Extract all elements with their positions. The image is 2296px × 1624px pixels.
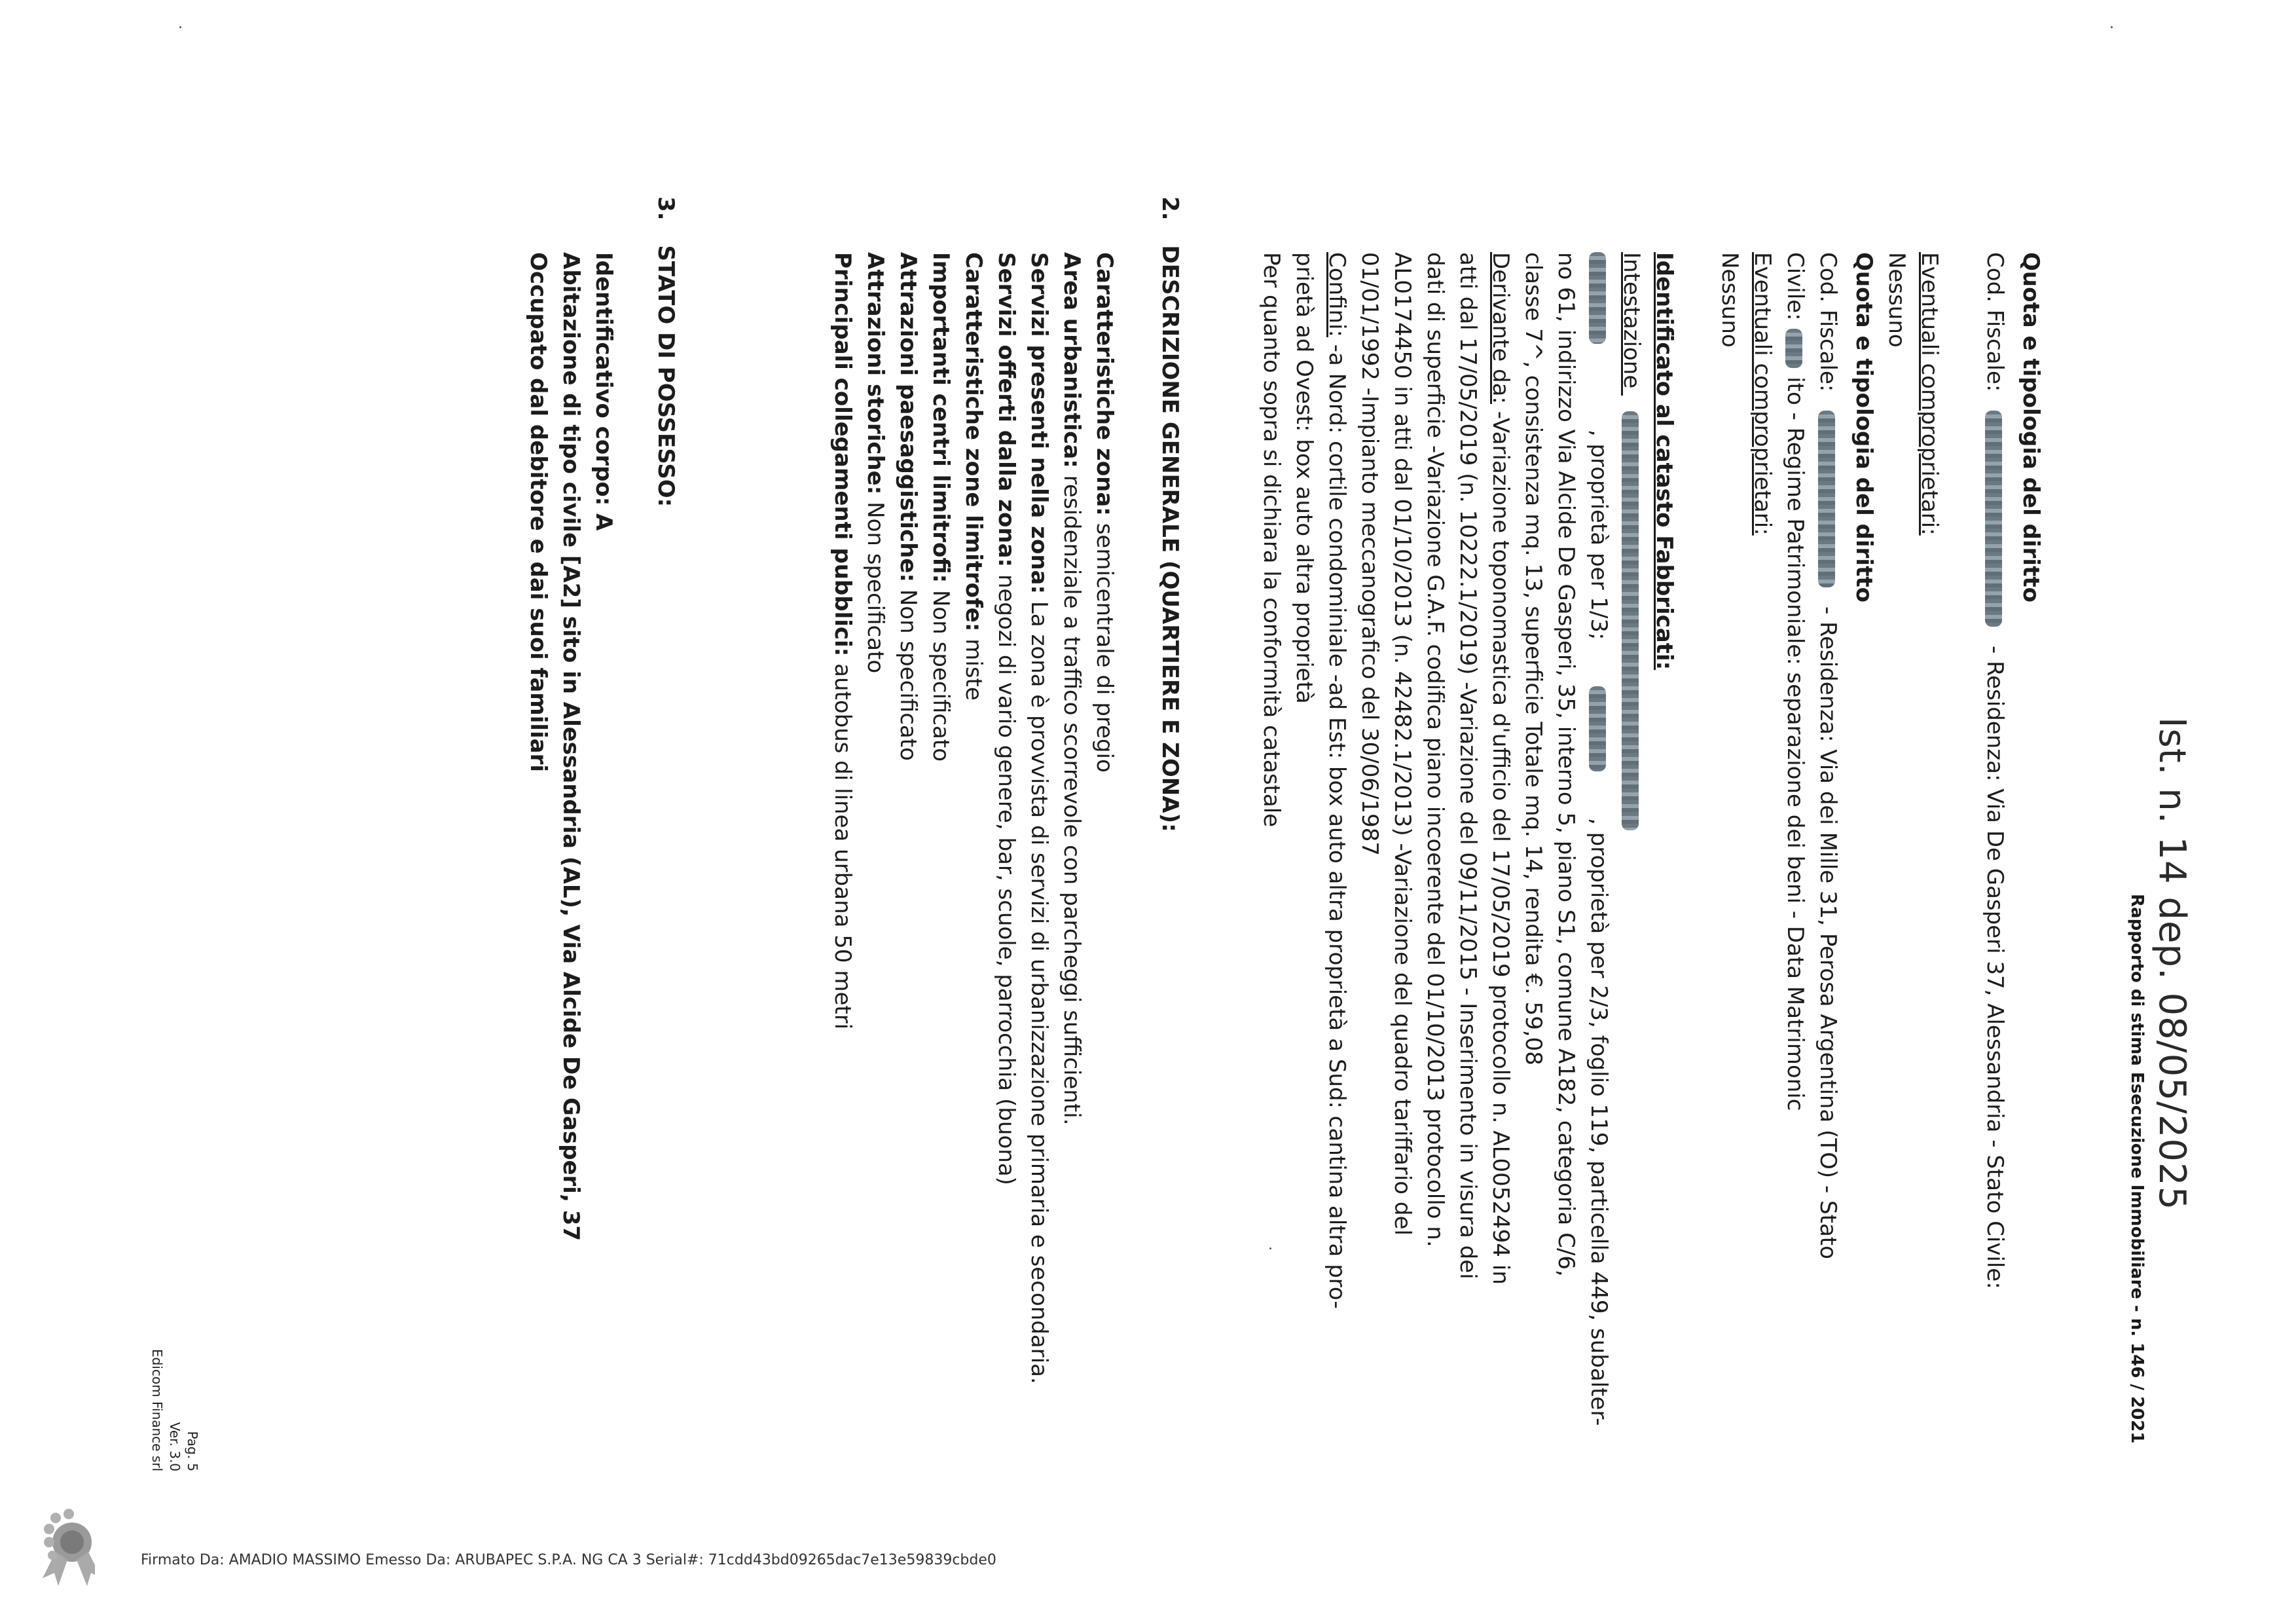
section2-heading: [1157, 196, 1183, 832]
item-value: autobus di linea urbana 50 metri: [829, 656, 856, 1030]
intestazione-label: [1618, 252, 1645, 830]
item-label: Caratteristiche zona:: [1091, 252, 1118, 516]
owner2-civil-line: [1782, 252, 1808, 1111]
item-label: Principali collegamenti pubblici:: [829, 252, 856, 657]
owner1-cf-rest: - Residenza: Via De Gasperi 37, Alessandria - Stato Civile:: [1982, 645, 2008, 1289]
section2-title: DESCRIZIONE GENERALE (QUARTIERE E ZONA):: [1157, 245, 1183, 832]
catasto-line1a: , proprietà per 1/3;: [1586, 429, 1612, 640]
owner1-cf-label: Cod. Fiscale:: [1982, 252, 2008, 392]
confini-label: Confini:: [1324, 252, 1350, 337]
scan-speck: [179, 26, 181, 28]
page-number: Pag. 5: [185, 1431, 200, 1472]
section2-item: [1026, 252, 1052, 1384]
scan-speck: [2111, 26, 2113, 28]
section2-item: [862, 252, 888, 673]
item-label: Caratteristiche zone limitrofe:: [960, 252, 987, 632]
catasto-line11: Per quanto sopra si dichiara la conformità catastale: [1258, 252, 1285, 828]
signature-seal-icon: [36, 1506, 95, 1591]
item-value: miste: [960, 631, 987, 701]
version: Ver. 3.0: [167, 1422, 183, 1472]
section2-item: [993, 252, 1019, 1185]
scan-speck: [1269, 1247, 1271, 1249]
catasto-title: Identificato al catasto Fabbricati:: [1651, 252, 1677, 671]
section2-item: [895, 252, 921, 761]
company-name: Edicom Finance srl: [149, 1349, 165, 1472]
catasto-line3: classe 7^, consistenza mq. 13, superficie Totale mq. 14, rendita €. 59,08: [1520, 252, 1546, 1065]
catasto-line6: dati di superficie -Variazione G.A.F. codifica piano incoerente del 01/10/2013 protocollo n.: [1422, 252, 1448, 1247]
catasto-line2: no 61, indirizzo Via Alcide De Gasperi, 35, interno 5, piano S1, comune A182, categoria C/6,: [1553, 252, 1579, 1277]
catasto-line8: 01/01/1992 -Impianto meccanografico del 30/06/1987: [1357, 252, 1383, 856]
item-value: Non specificato: [895, 582, 921, 761]
owner1-compro-value: Nessuno: [1884, 252, 1910, 348]
section3-line2: Abitazione di tipo civile [A2] sito in Alessandria (AL), Via Alcide De Gasperi, 37: [558, 252, 584, 1242]
item-label: Area urbanistica:: [1059, 252, 1085, 468]
owner2-compro-value: Nessuno: [1717, 252, 1743, 348]
section2-item: [928, 252, 954, 762]
owner2-title: Quota e tipologia del diritto: [1851, 252, 1877, 602]
redaction-mark: [1986, 411, 2003, 627]
owner2-civil-prefix: Civile:: [1782, 252, 1808, 321]
section3-title: STATO DI POSSESSO:: [653, 245, 679, 507]
owner2-cf-line: [1815, 252, 1841, 1259]
owner2-civil-rest: ito - Regime Patrimoniale: separazione dei beni - Data Matrimonic: [1782, 377, 1808, 1111]
digital-signature: Firmato Da: AMADIO MASSIMO Emesso Da: ARUBAPEC S.P.A. NG CA 3 Serial#: 71cdd43bd09265dac7e13e59839cbde0: [141, 1552, 996, 1568]
item-label: Servizi offerti dalla zona:: [993, 252, 1019, 568]
section3-number: 3.: [653, 196, 679, 221]
item-value: residenziale a traffico scorrevole con parcheggi sufficienti.: [1059, 468, 1085, 1126]
owner1-compro-label: Eventuali comproprietari:: [1916, 252, 1942, 536]
section2-number: 2.: [1157, 196, 1183, 221]
catasto-line7: AL0174450 in atti dal 01/10/2013 (n. 42482.1/2013) -Variazione del quadro tariffario del: [1389, 252, 1415, 1236]
section3-line1: Identificativo corpo: A: [591, 252, 617, 531]
redaction-mark: [1786, 329, 1803, 368]
item-label: Attrazioni storiche:: [862, 252, 888, 495]
item-label: Attrazioni paesaggistiche:: [895, 252, 921, 583]
catasto-line5: atti dal 17/05/2019 (n. 10222.1/2019) -Variazione del 09/11/2015 - Inserimento in visura dei: [1455, 252, 1481, 1280]
running-header: Rapporto di stima Esecuzione Immobiliare - n. 146 / 2021: [2127, 894, 2147, 1444]
owner2-cf-label: Cod. Fiscale:: [1815, 252, 1841, 392]
redaction-mark: [1590, 686, 1607, 771]
redaction-mark: [1622, 411, 1639, 830]
derivante-label: Derivante da:: [1487, 252, 1514, 404]
catasto-line1b: , proprietà per 2/3, foglio 119, particella 449, subalter-: [1586, 818, 1612, 1426]
item-value: La zona è provvista di servizi di urbanizzazione primaria e secondaria.: [1026, 594, 1052, 1384]
item-label: Servizi presenti nella zona:: [1026, 252, 1052, 595]
catasto-line9: [1324, 252, 1350, 1309]
section2-item: [829, 252, 856, 1029]
item-value: Non specificato: [928, 583, 954, 762]
section2-item: [1091, 252, 1118, 773]
item-value: negozi di vario genere, bar, scuole, parrocchia (buona): [993, 567, 1019, 1185]
page-footer: [148, 1349, 201, 1471]
item-value: Non specificato: [862, 494, 888, 674]
deposit-stamp: Ist. n. 14 dep. 08/05/2025: [2151, 717, 2193, 1211]
section2-item: [960, 252, 987, 701]
item-value: semicentrale di pregio: [1091, 515, 1118, 773]
item-label: Importanti centri limitrofi:: [928, 252, 954, 583]
owner1-cf-line: [1982, 252, 2008, 1289]
section3-heading: [653, 196, 679, 507]
catasto-line4: [1487, 252, 1514, 1285]
owner2-cf-rest: - Residenza: Via dei Mille 31, Perosa Argentina (TO) - Stato: [1815, 606, 1841, 1259]
owner2-compro-label: Eventuali comproprietari:: [1749, 252, 1776, 536]
section3-line3: Occupato dal debitore e dai suoi familiari: [525, 252, 551, 773]
catasto-line10: prietà ad Ovest: box auto altra proprietà: [1291, 252, 1317, 704]
redaction-mark: [1590, 252, 1607, 344]
catasto-line1: [1586, 252, 1612, 1426]
owner1-title: Quota e tipologia del diritto: [2018, 252, 2044, 602]
intestazione-text: Intestazione: [1618, 252, 1645, 389]
catasto-line9-text: -a Nord: cortile condominiale -ad Est: box auto altra proprietà a Sud: cantina altra pro-: [1324, 337, 1350, 1309]
redaction-mark: [1819, 411, 1836, 587]
catasto-line4-text: -Variazione toponomastica d'ufficio del 17/05/2019 protocollo n. AL0052494 in: [1487, 403, 1514, 1285]
section2-item: [1059, 252, 1085, 1126]
